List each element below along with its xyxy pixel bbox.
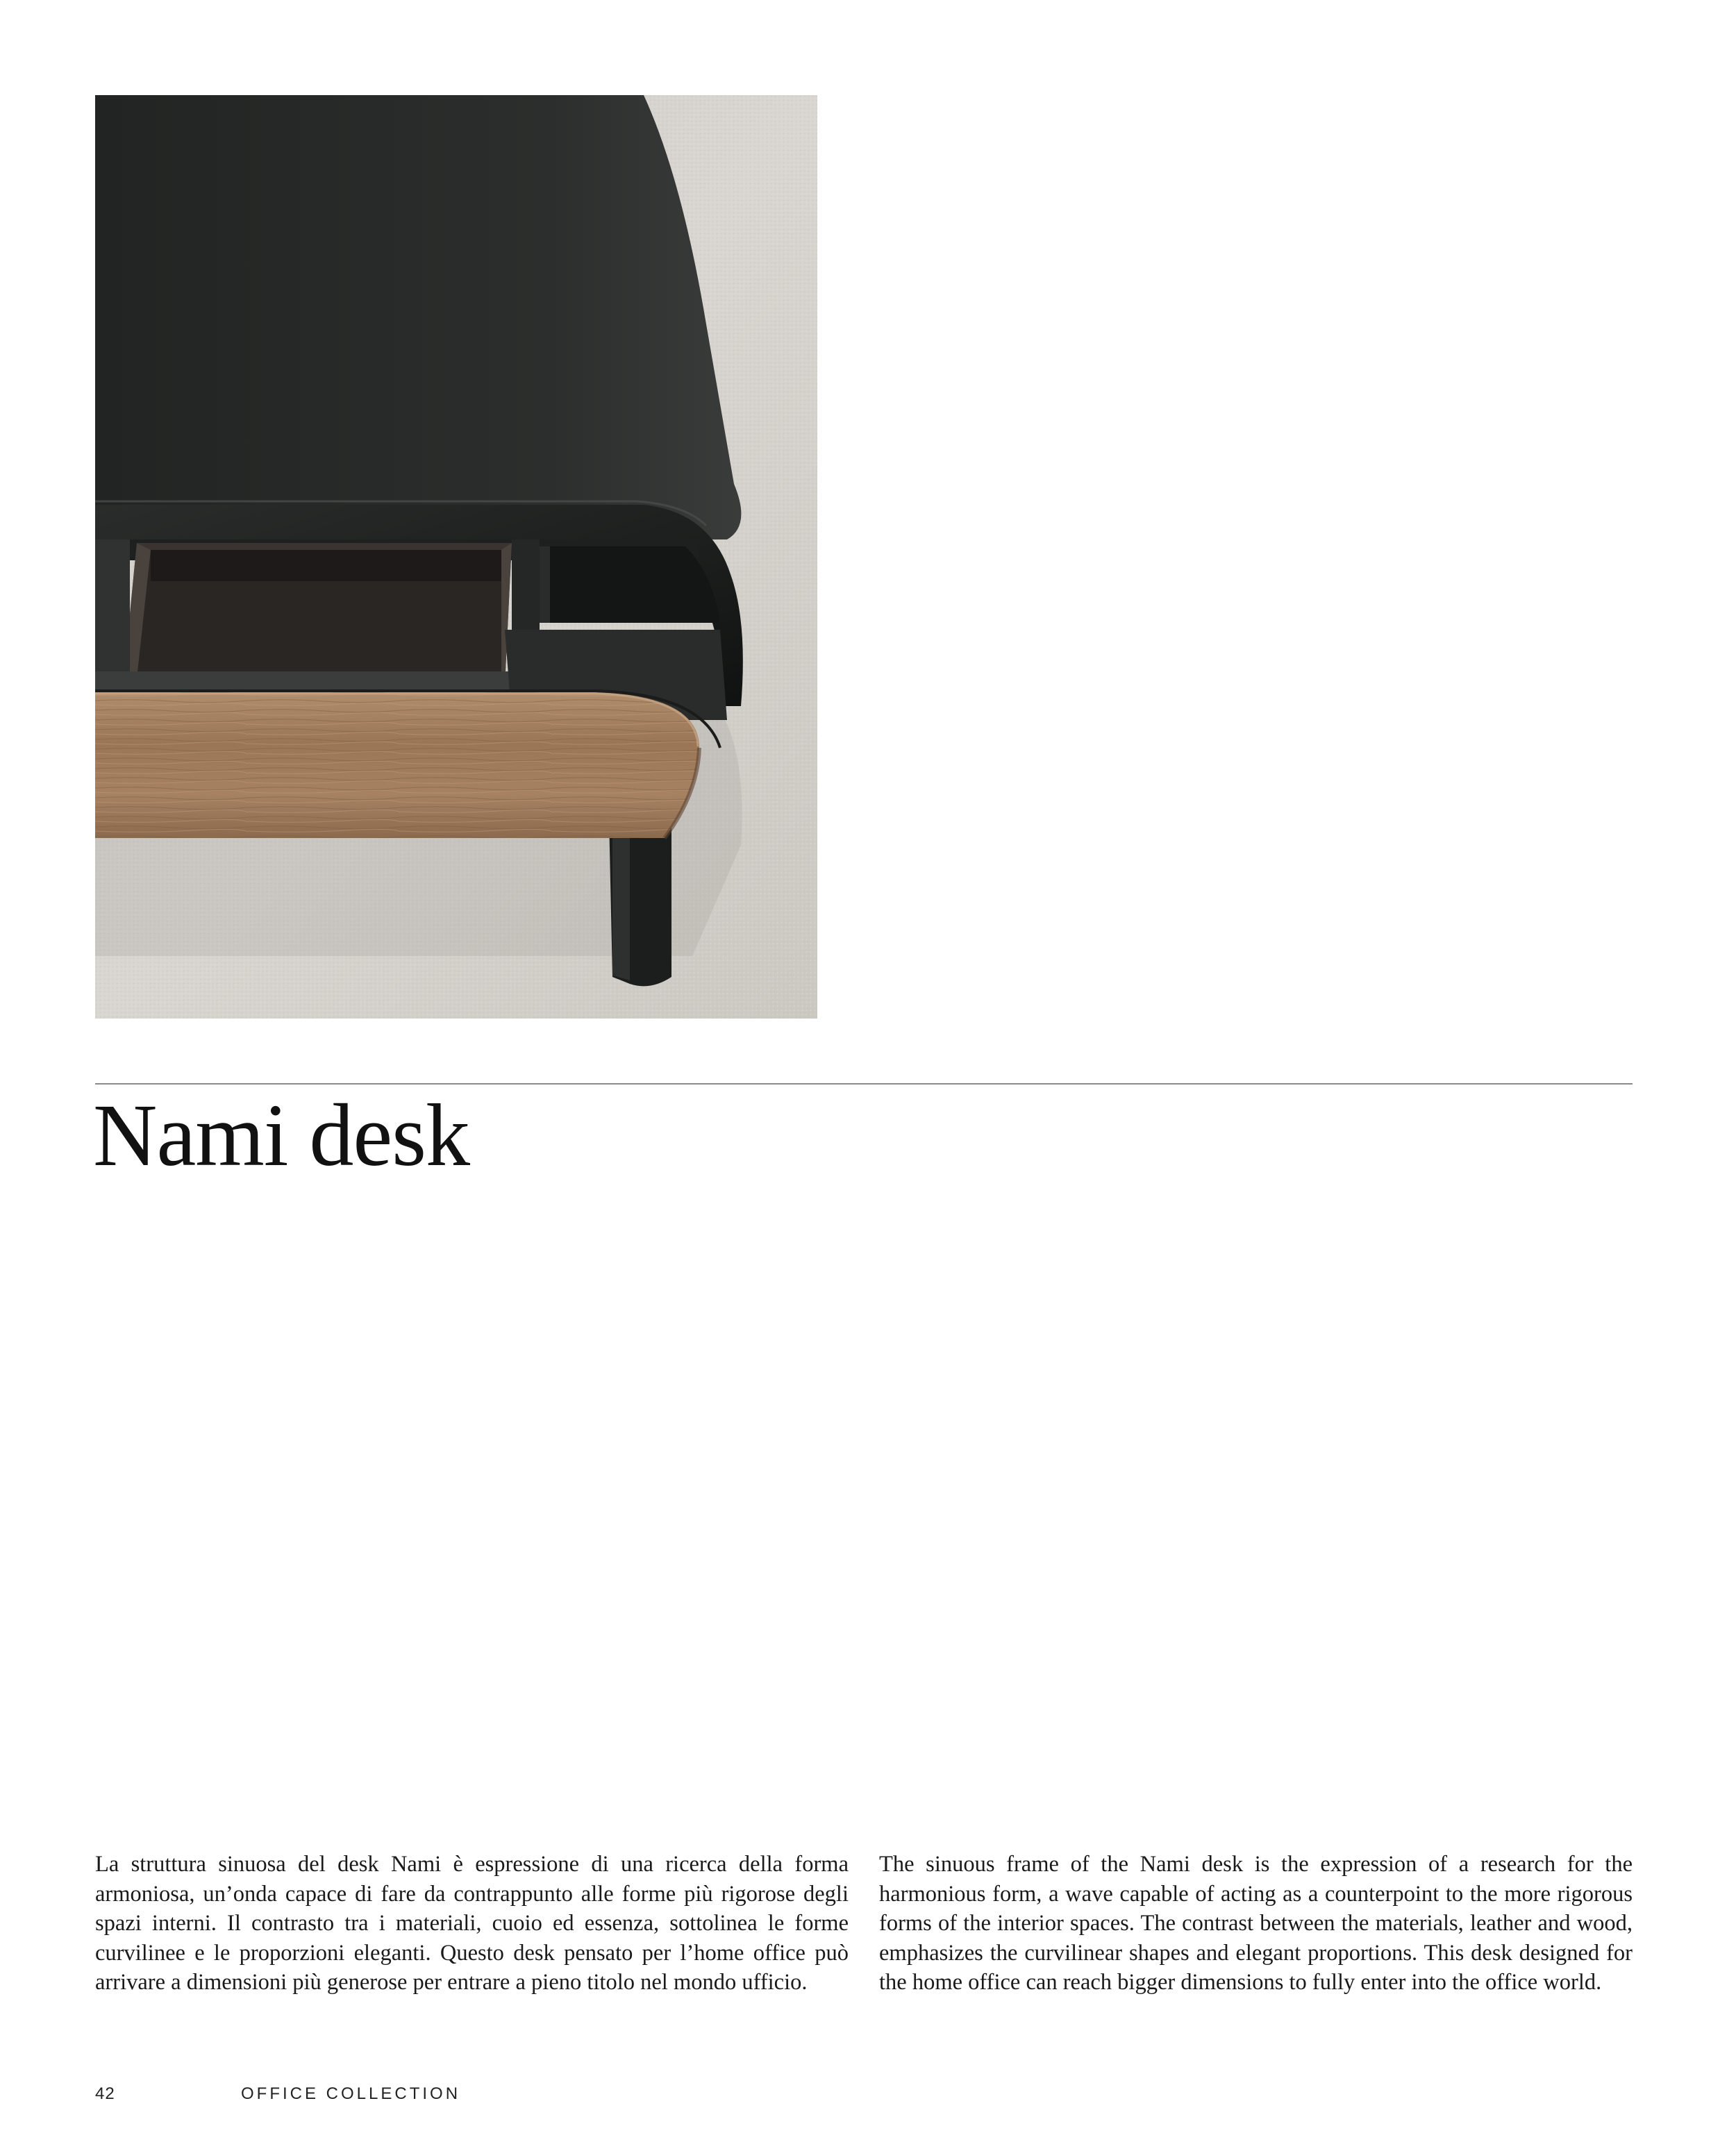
description-english: The sinuous frame of the Nami desk is the expression of a research for the harmonious form, a wave capable of acting as a counterpoint to the more rigorous forms of the interior spaces. The contrast between the materials, leather and wood, emphasizes the curvilinear shapes and elegant proportions. This desk designed for the home office can reach bigger dimensions to fully enter into the office world. [879, 1852, 1633, 1995]
section-label: OFFICE COLLECTION [241, 2084, 461, 2103]
page-number: 42 [95, 2084, 115, 2103]
product-title: Nami desk [93, 1086, 469, 1185]
product-photo [95, 95, 817, 1019]
description-italian: La struttura sinuosa del desk Nami è espressione di una ricerca della forma armoniosa, un’onda capace di fare da contrappunto alle forme più rigorose degli spazi interni. Il contrasto tra i materiali, cuoio ed essenza, sottolinea le forme curvilinee e le proporzioni eleganti. Questo desk pensato per l’home office può arrivare a dimensioni più generose per entrare a pieno titolo nel mondo ufficio. [95, 1852, 849, 1995]
